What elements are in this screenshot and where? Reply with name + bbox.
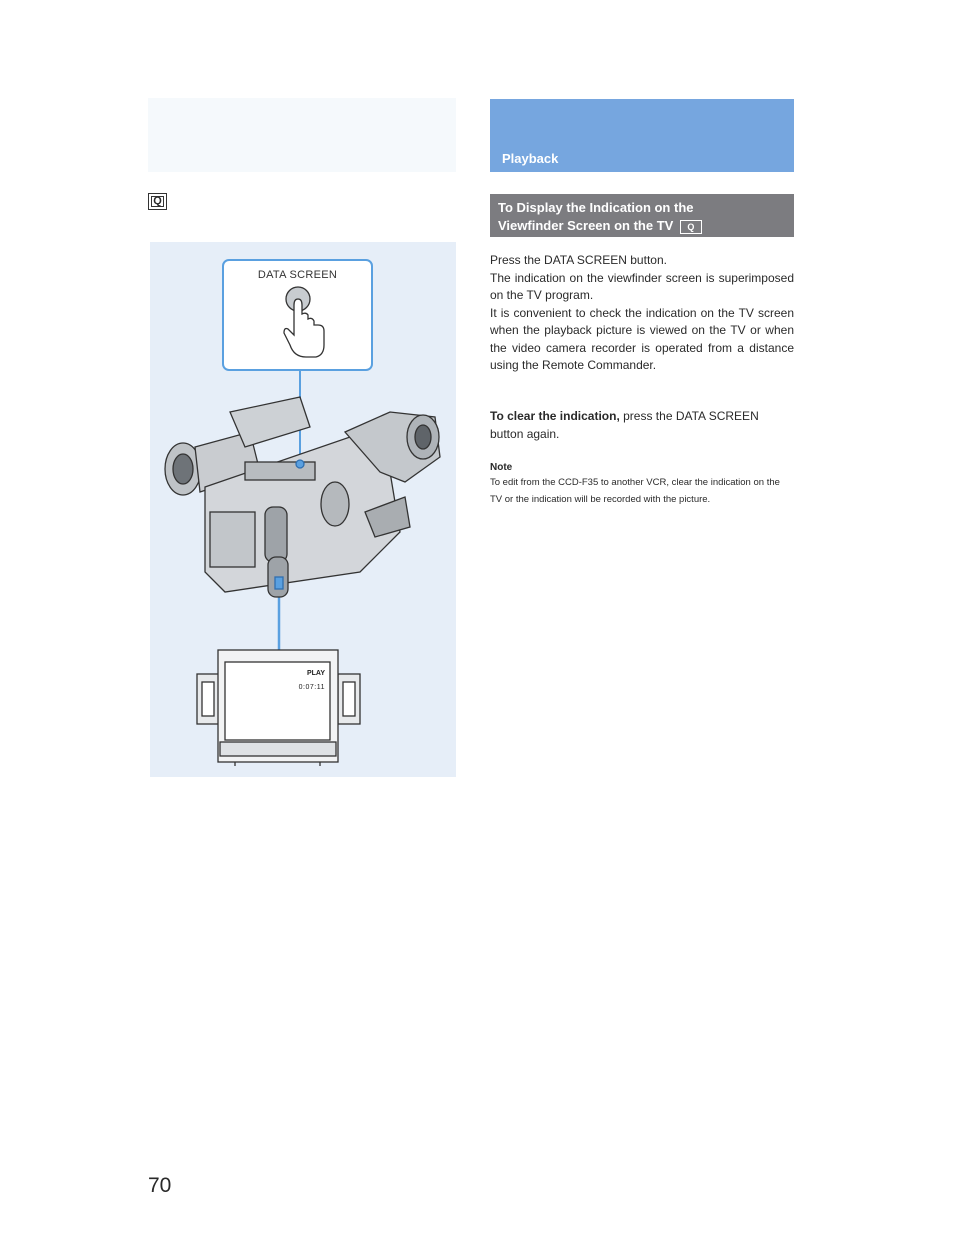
left-header-panel	[148, 98, 456, 172]
section-banner	[490, 99, 794, 172]
clear-instruction	[490, 408, 794, 443]
section-title: Playback	[502, 151, 559, 166]
tv-play-indicator: PLAY	[306, 670, 325, 677]
body-line: It is convenient to check the indication on the TV screen when the playback picture is viewed on the TV or when the video camera recorder is operated from a distance using the Remote Commander.	[490, 305, 794, 372]
note-text: To edit from the CCD-F35 to another VCR, clear the indication on the TV or the indication will be recorded with the picture.	[490, 477, 780, 505]
illustration-panel	[150, 242, 456, 777]
body-line: Press the DATA SCREEN button.	[490, 253, 667, 267]
page-number: 70	[148, 1174, 172, 1197]
subheading-marker: Q	[680, 220, 702, 234]
subheading-line2: Viewfinder Screen on the TV	[498, 218, 674, 233]
figure-marker: Q	[148, 193, 167, 210]
clear-instruction-rest: press the DATA SCREEN button again.	[490, 409, 759, 441]
subheading	[490, 194, 794, 237]
camcorder-icon	[165, 397, 440, 597]
subheading-line1: To Display the Indication on the	[498, 200, 694, 215]
pressing-finger-icon	[276, 285, 326, 365]
body-text	[490, 252, 794, 375]
note-title: Note	[490, 462, 513, 473]
body-line: The indication on the viewfinder screen is superimposed on the TV program.	[490, 270, 794, 302]
tv-time-counter: 0:07:11	[298, 684, 325, 691]
data-screen-callout	[222, 259, 373, 371]
tv-icon	[197, 650, 360, 766]
callout-label: DATA SCREEN	[257, 269, 338, 281]
clear-instruction-bold: To clear the indication,	[490, 409, 620, 423]
